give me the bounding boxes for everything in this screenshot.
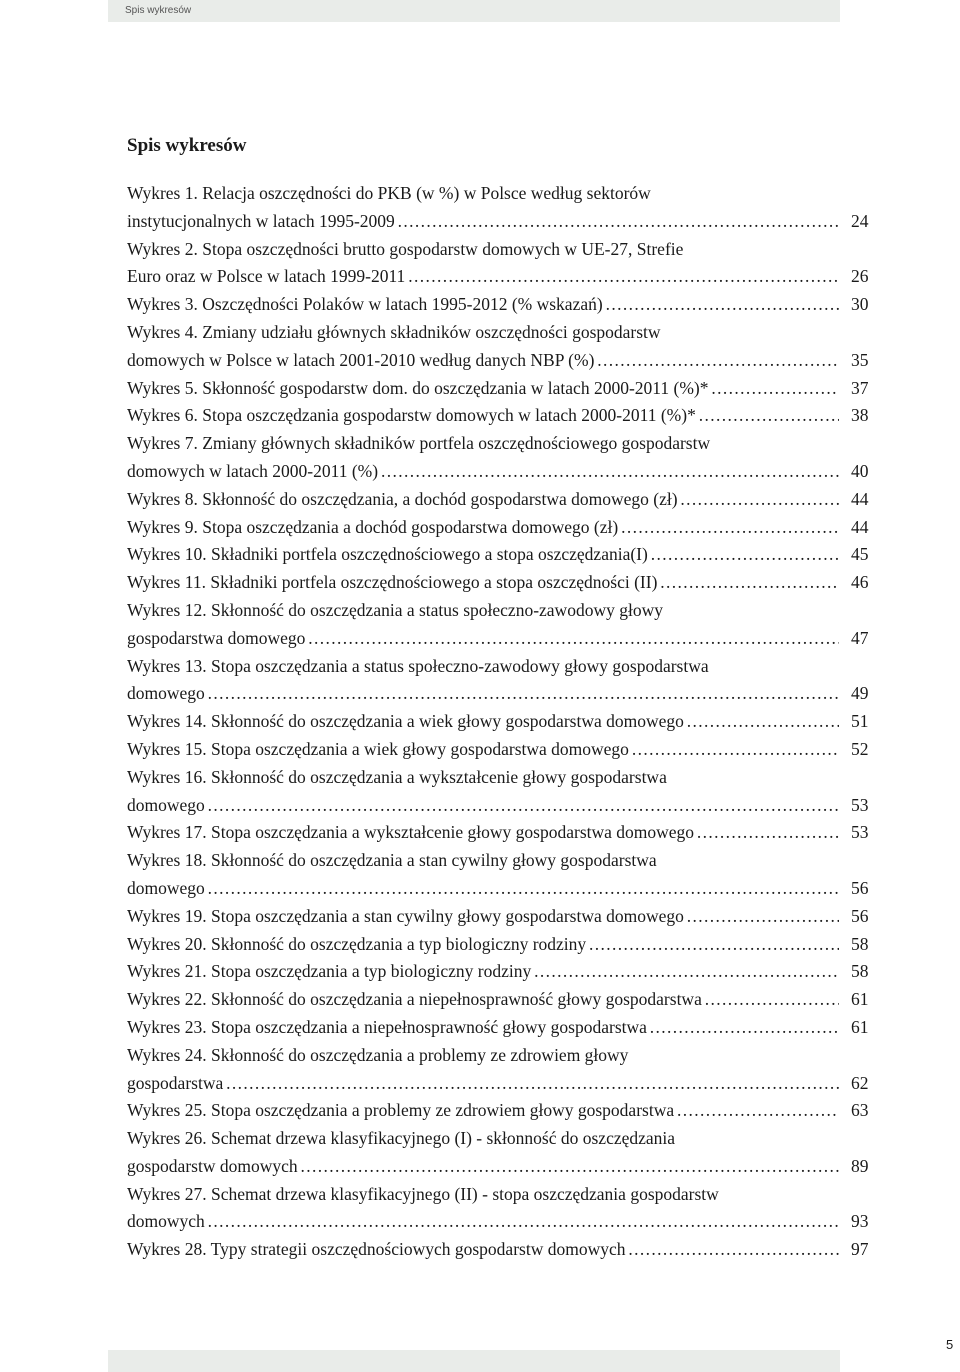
toc-entry-line: Wykres 13. Stopa oszczędzania a status społeczno-zawodowy głowy gospodarstwa xyxy=(127,655,709,676)
page-title: Spis wykresów xyxy=(127,135,247,156)
toc-entry-text xyxy=(127,597,839,653)
toc-entry-line: Wykres 16. Skłonność do oszczędzania a wykształcenie głowy gospodarstwa xyxy=(127,766,667,787)
toc-entry-page-number: 24 xyxy=(851,210,869,231)
table-of-figures xyxy=(127,180,875,1264)
toc-entry[interactable] xyxy=(127,1042,875,1098)
toc-entry-text xyxy=(127,1181,839,1237)
toc-entry-line: Wykres 24. Skłonność do oszczędzania a problemy ze zdrowiem głowy xyxy=(127,1044,629,1065)
toc-entry[interactable] xyxy=(127,1097,875,1125)
toc-entry-page-number: 61 xyxy=(851,989,869,1010)
toc-entry[interactable] xyxy=(127,430,875,486)
toc-entry-text xyxy=(127,1097,839,1125)
toc-entry-line: domowego . . . xyxy=(127,680,839,708)
toc-entry-line: gospodarstwa domowego . . . xyxy=(127,625,839,653)
toc-entry[interactable] xyxy=(127,903,875,931)
toc-entry-page-number: 89 xyxy=(851,1155,869,1176)
toc-entry[interactable] xyxy=(127,1014,875,1042)
toc-entry-page-number: 62 xyxy=(851,1072,869,1093)
toc-entry-line: Wykres 17. Stopa oszczędzania a wykształcenie głowy gospodarstwa domowego . . . xyxy=(127,819,839,847)
toc-entry-line: Wykres 14. Skłonność do oszczędzania a wiek głowy gospodarstwa domowego . . . xyxy=(127,708,839,736)
toc-entry-page-number: 52 xyxy=(851,738,869,759)
toc-entry-line: Wykres 25. Stopa oszczędzania a problemy ze zdrowiem głowy gospodarstwa . . . xyxy=(127,1097,839,1125)
toc-entry[interactable] xyxy=(127,514,875,542)
toc-entry-page-number: 63 xyxy=(851,1100,869,1121)
toc-entry-text xyxy=(127,569,839,597)
toc-entry-line: Wykres 2. Stopa oszczędności brutto gospodarstw domowych w UE-27, Strefie xyxy=(127,238,684,259)
toc-entry[interactable] xyxy=(127,1181,875,1237)
toc-entry-line: Wykres 28. Typy strategii oszczędnościowych gospodarstw domowych . . . xyxy=(127,1236,839,1264)
toc-entry-text xyxy=(127,180,839,236)
toc-entry-page-number: 56 xyxy=(851,877,869,898)
toc-entry-page-number: 30 xyxy=(851,294,869,315)
toc-entry-line: Wykres 3. Oszczędności Polaków w latach 1995-2012 (% wskazań) . . . xyxy=(127,291,839,319)
toc-entry-line: Wykres 23. Stopa oszczędzania a niepełnosprawność głowy gospodarstwa . . . xyxy=(127,1014,839,1042)
toc-entry-page-number: 35 xyxy=(851,349,869,370)
toc-entry-line: Wykres 9. Stopa oszczędzania a dochód gospodarstwa domowego (zł) . . . xyxy=(127,514,839,542)
toc-entry-line: domowego . . . xyxy=(127,875,839,903)
toc-entry-line: Wykres 15. Stopa oszczędzania a wiek głowy gospodarstwa domowego . . . xyxy=(127,736,839,764)
toc-entry[interactable] xyxy=(127,986,875,1014)
toc-entry-page-number: 93 xyxy=(851,1211,869,1232)
toc-entry-page-number: 51 xyxy=(851,711,869,732)
toc-entry-text xyxy=(127,236,839,292)
toc-entry-text xyxy=(127,1236,839,1264)
toc-entry-page-number: 61 xyxy=(851,1016,869,1037)
toc-entry-page-number: 44 xyxy=(851,516,869,537)
toc-entry-line: Wykres 4. Zmiany udziału głównych składników oszczędności gospodarstw xyxy=(127,321,661,342)
toc-entry-line: Wykres 7. Zmiany głównych składników portfela oszczędnościowego gospodarstw xyxy=(127,433,711,454)
toc-entry[interactable] xyxy=(127,541,875,569)
toc-entry-line: Wykres 11. Składniki portfela oszczędnościowego a stopa oszczędności (II) . . . xyxy=(127,569,839,597)
toc-entry-text xyxy=(127,514,839,542)
toc-entry[interactable] xyxy=(127,819,875,847)
toc-entry-text xyxy=(127,986,839,1014)
toc-entry-text xyxy=(127,958,839,986)
toc-entry-text xyxy=(127,541,839,569)
toc-entry[interactable] xyxy=(127,736,875,764)
toc-entry[interactable] xyxy=(127,236,875,292)
toc-entry-page-number: 37 xyxy=(851,377,869,398)
toc-entry-text xyxy=(127,847,839,903)
toc-entry-line: domowych w latach 2000-2011 (%) . . . xyxy=(127,458,839,486)
toc-entry-line: Wykres 27. Schemat drzewa klasyfikacyjnego (II) - stopa oszczędzania gospodarstw xyxy=(127,1183,719,1204)
toc-entry-text xyxy=(127,903,839,931)
toc-entry-text xyxy=(127,819,839,847)
toc-entry[interactable] xyxy=(127,597,875,653)
toc-entry-text xyxy=(127,653,839,709)
toc-entry[interactable] xyxy=(127,402,875,430)
toc-entry-line: Wykres 5. Skłonność gospodarstw dom. do oszczędzania w latach 2000-2011 (%)* . . . xyxy=(127,375,839,403)
toc-entry[interactable] xyxy=(127,847,875,903)
toc-entry-line: gospodarstwa . . . xyxy=(127,1070,839,1098)
toc-entry-page-number: 53 xyxy=(851,822,869,843)
toc-entry[interactable] xyxy=(127,486,875,514)
toc-entry[interactable] xyxy=(127,291,875,319)
toc-entry-line: domowego . . . xyxy=(127,792,839,820)
toc-entry-line: Wykres 18. Skłonność do oszczędzania a stan cywilny głowy gospodarstwa xyxy=(127,850,657,871)
toc-entry-line: Wykres 10. Składniki portfela oszczędnościowego a stopa oszczędzania(I) . . . xyxy=(127,541,839,569)
toc-entry-line: gospodarstw domowych . . . xyxy=(127,1153,839,1181)
toc-entry[interactable] xyxy=(127,569,875,597)
toc-entry-page-number: 40 xyxy=(851,460,869,481)
toc-entry-page-number: 45 xyxy=(851,544,869,565)
toc-entry-text xyxy=(127,1014,839,1042)
toc-entry-page-number: 46 xyxy=(851,572,869,593)
toc-entry-page-number: 58 xyxy=(851,961,869,982)
toc-entry[interactable] xyxy=(127,958,875,986)
toc-entry-text xyxy=(127,291,839,319)
toc-entry-text xyxy=(127,375,839,403)
toc-entry-page-number: 49 xyxy=(851,683,869,704)
toc-entry-text xyxy=(127,708,839,736)
toc-entry-page-number: 97 xyxy=(851,1239,869,1260)
toc-entry-page-number: 58 xyxy=(851,933,869,954)
toc-entry[interactable] xyxy=(127,1236,875,1264)
toc-entry-line: Wykres 6. Stopa oszczędzania gospodarstw domowych w latach 2000-2011 (%)* . . . xyxy=(127,402,839,430)
toc-entry-page-number: 53 xyxy=(851,794,869,815)
toc-entry[interactable] xyxy=(127,653,875,709)
toc-entry[interactable] xyxy=(127,1125,875,1181)
toc-entry-page-number: 38 xyxy=(851,405,869,426)
toc-entry-line: domowych . . . xyxy=(127,1208,839,1236)
running-header xyxy=(108,0,840,22)
toc-entry-text xyxy=(127,319,839,375)
toc-entry-page-number: 56 xyxy=(851,905,869,926)
toc-entry-line: Wykres 8. Skłonność do oszczędzania, a dochód gospodarstwa domowego (zł) . . . xyxy=(127,486,839,514)
toc-entry-text xyxy=(127,486,839,514)
toc-entry[interactable] xyxy=(127,375,875,403)
page-number: 5 xyxy=(946,1337,954,1352)
toc-entry-text xyxy=(127,736,839,764)
toc-entry[interactable] xyxy=(127,764,875,820)
toc-entry-text xyxy=(127,1042,839,1098)
toc-entry-text xyxy=(127,402,839,430)
toc-entry-text xyxy=(127,1125,839,1181)
toc-entry-line: Wykres 19. Stopa oszczędzania a stan cywilny głowy gospodarstwa domowego . . . xyxy=(127,903,839,931)
toc-entry-line: Wykres 26. Schemat drzewa klasyfikacyjnego (I) - skłonność do oszczędzania xyxy=(127,1128,676,1149)
toc-entry-page-number: 26 xyxy=(851,266,869,287)
toc-entry[interactable] xyxy=(127,708,875,736)
toc-entry-line: domowych w Polsce w latach 2001-2010 według danych NBP (%) . . . xyxy=(127,347,839,375)
toc-entry-line: instytucjonalnych w latach 1995-2009 . . . xyxy=(127,208,839,236)
toc-entry-page-number: 47 xyxy=(851,627,869,648)
toc-entry[interactable] xyxy=(127,931,875,959)
toc-entry-line: Wykres 22. Skłonność do oszczędzania a niepełnosprawność głowy gospodarstwa . . . xyxy=(127,986,839,1014)
running-header-title: Spis wykresów xyxy=(125,5,192,16)
toc-entry-line: Wykres 20. Skłonność do oszczędzania a typ biologiczny rodziny . . . xyxy=(127,931,839,959)
toc-entry-text xyxy=(127,430,839,486)
toc-entry[interactable] xyxy=(127,180,875,236)
toc-entry-line: Wykres 12. Skłonność do oszczędzania a status społeczno-zawodowy głowy xyxy=(127,599,663,620)
toc-entry-text xyxy=(127,764,839,820)
toc-entry-page-number: 44 xyxy=(851,488,869,509)
toc-entry-text xyxy=(127,931,839,959)
toc-entry-line: Wykres 21. Stopa oszczędzania a typ biologiczny rodziny . . . xyxy=(127,958,839,986)
toc-entry[interactable] xyxy=(127,319,875,375)
toc-entry-line: Euro oraz w Polsce w latach 1999-2011 . . . xyxy=(127,263,839,291)
toc-entry-line: Wykres 1. Relacja oszczędności do PKB (w %) w Polsce według sektorów xyxy=(127,183,651,203)
footer-band xyxy=(108,1350,840,1372)
